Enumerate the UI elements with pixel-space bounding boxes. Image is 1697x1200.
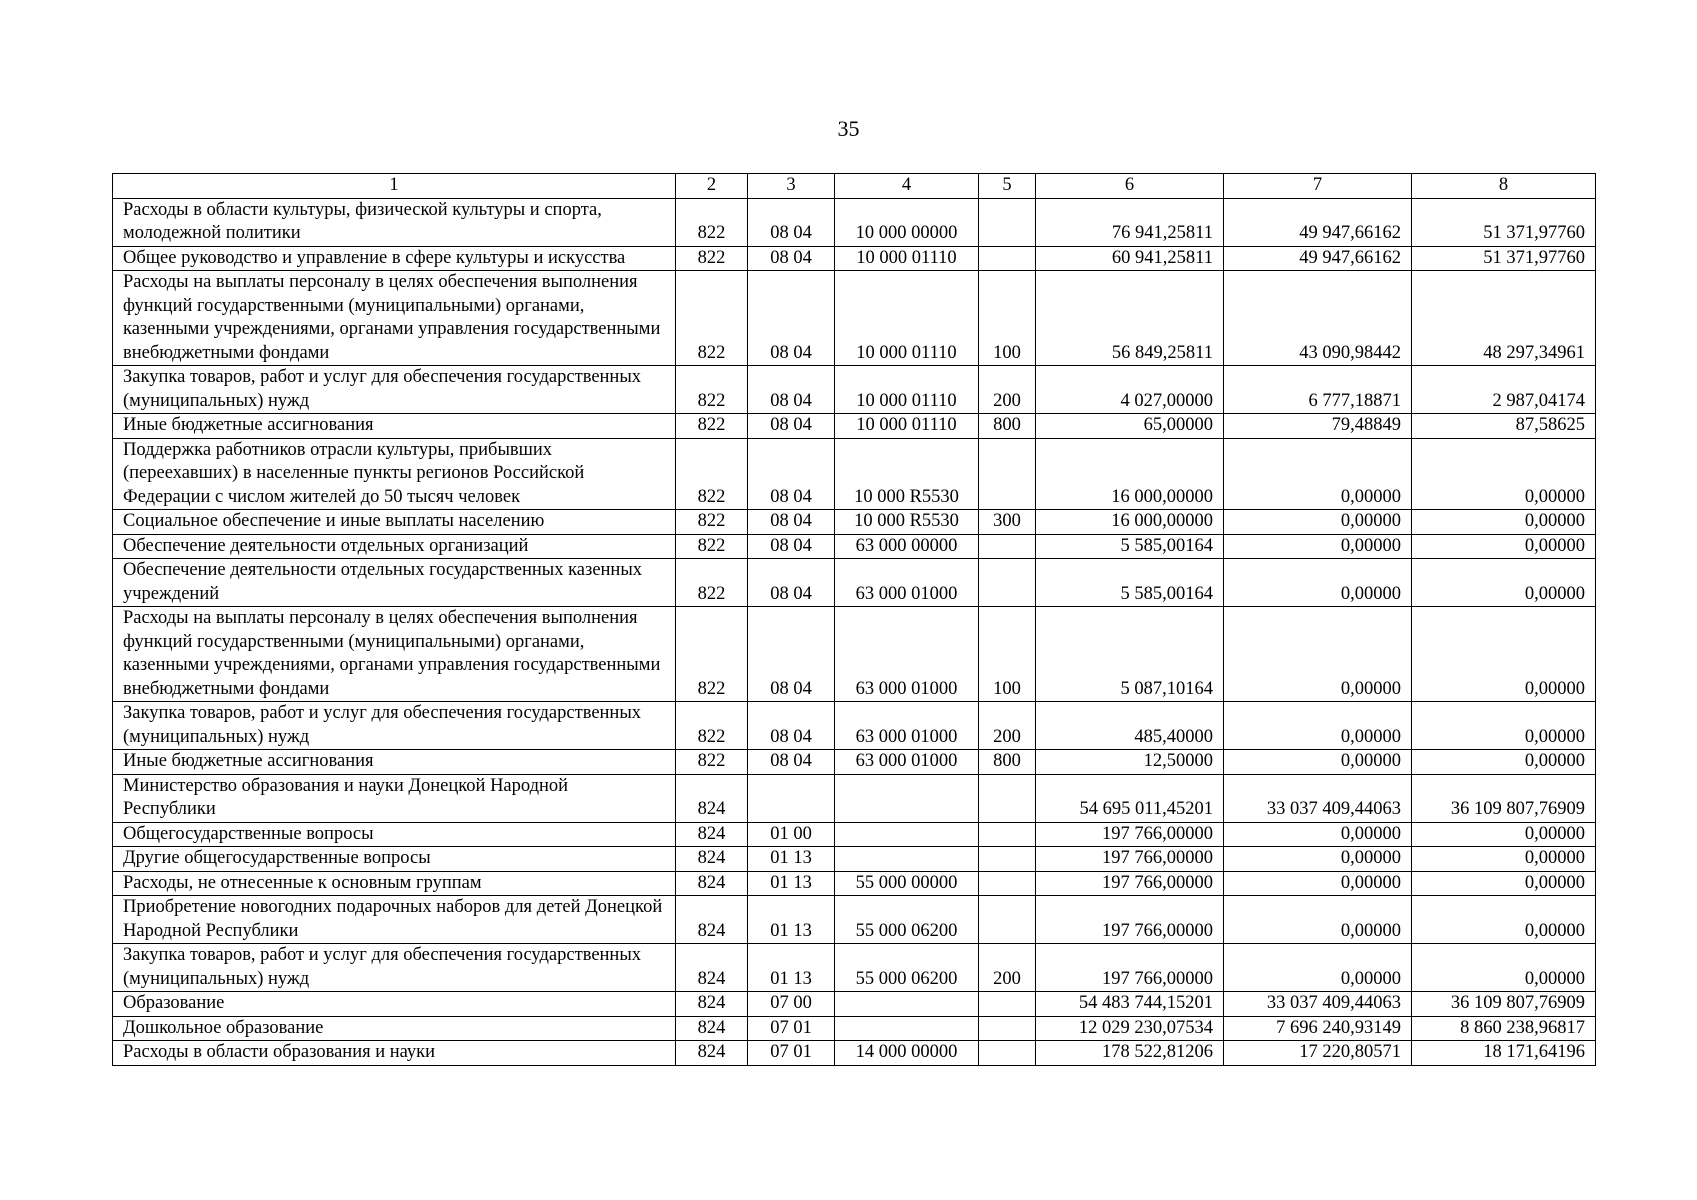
- row-gr-cell: 822: [676, 510, 748, 535]
- row-vr-cell: [979, 559, 1036, 607]
- row-sum3-cell: 18 171,64196: [1412, 1041, 1596, 1066]
- row-gr-cell: 822: [676, 198, 748, 246]
- row-sum3-cell: 8 860 238,96817: [1412, 1016, 1596, 1041]
- row-sum3-cell: 2 987,04174: [1412, 366, 1596, 414]
- row-rzpr-cell: 08 04: [748, 607, 835, 702]
- row-name-cell: Иные бюджетные ассигнования: [113, 414, 676, 439]
- row-rzpr-cell: 01 00: [748, 822, 835, 847]
- row-sum2-cell: 6 777,18871: [1224, 366, 1412, 414]
- row-vr-cell: [979, 198, 1036, 246]
- row-csr-cell: 63 000 01000: [835, 607, 979, 702]
- budget-table: [112, 173, 1596, 1066]
- table-row: [113, 366, 1596, 414]
- row-sum2-cell: 79,48849: [1224, 414, 1412, 439]
- row-sum2-cell: 33 037 409,44063: [1224, 774, 1412, 822]
- row-gr-cell: 824: [676, 1016, 748, 1041]
- row-sum1-cell: 5 087,10164: [1036, 607, 1224, 702]
- row-sum1-cell: 60 941,25811: [1036, 246, 1224, 271]
- row-csr-cell: 10 000 R5530: [835, 438, 979, 510]
- row-name-cell: Дошкольное образование: [113, 1016, 676, 1041]
- row-csr-cell: [835, 992, 979, 1017]
- row-csr-cell: [835, 1016, 979, 1041]
- row-name-cell: Закупка товаров, работ и услуг для обеспечения государственных (муниципальных) нужд: [113, 944, 676, 992]
- header-cell: 7: [1224, 174, 1412, 199]
- row-vr-cell: 200: [979, 366, 1036, 414]
- row-rzpr-cell: [748, 774, 835, 822]
- header-cell: 3: [748, 174, 835, 199]
- row-sum2-cell: 0,00000: [1224, 871, 1412, 896]
- row-sum1-cell: 197 766,00000: [1036, 847, 1224, 872]
- row-sum2-cell: 43 090,98442: [1224, 271, 1412, 366]
- row-rzpr-cell: 08 04: [748, 702, 835, 750]
- row-csr-cell: 55 000 06200: [835, 896, 979, 944]
- row-name-cell: Обеспечение деятельности отдельных государственных казенных учреждений: [113, 559, 676, 607]
- row-csr-cell: 10 000 R5530: [835, 510, 979, 535]
- row-rzpr-cell: 08 04: [748, 559, 835, 607]
- table-row: [113, 750, 1596, 775]
- row-gr-cell: 824: [676, 822, 748, 847]
- row-name-cell: Расходы в области культуры, физической культуры и спорта, молодежной политики: [113, 198, 676, 246]
- row-csr-cell: 63 000 01000: [835, 559, 979, 607]
- row-sum3-cell: 0,00000: [1412, 702, 1596, 750]
- header-cell: 6: [1036, 174, 1224, 199]
- row-gr-cell: 824: [676, 1041, 748, 1066]
- row-gr-cell: 824: [676, 992, 748, 1017]
- row-csr-cell: 10 000 01110: [835, 414, 979, 439]
- row-rzpr-cell: 01 13: [748, 944, 835, 992]
- row-sum3-cell: 0,00000: [1412, 510, 1596, 535]
- row-sum1-cell: 178 522,81206: [1036, 1041, 1224, 1066]
- table-body: [113, 198, 1596, 1065]
- row-sum2-cell: 0,00000: [1224, 944, 1412, 992]
- table-row: [113, 607, 1596, 702]
- header-cell: 4: [835, 174, 979, 199]
- row-name-cell: Закупка товаров, работ и услуг для обеспечения государственных (муниципальных) нужд: [113, 366, 676, 414]
- row-gr-cell: 824: [676, 896, 748, 944]
- row-sum1-cell: 5 585,00164: [1036, 534, 1224, 559]
- row-rzpr-cell: 08 04: [748, 246, 835, 271]
- row-name-cell: Поддержка работников отрасли культуры, прибывших (переехавших) в населенные пункты регионов Российской Федерации с числом жителей до 50 тысяч человек: [113, 438, 676, 510]
- row-sum3-cell: 0,00000: [1412, 944, 1596, 992]
- row-vr-cell: 100: [979, 271, 1036, 366]
- row-sum3-cell: 0,00000: [1412, 607, 1596, 702]
- row-rzpr-cell: 08 04: [748, 414, 835, 439]
- row-csr-cell: 14 000 00000: [835, 1041, 979, 1066]
- row-name-cell: Расходы, не отнесенные к основным группам: [113, 871, 676, 896]
- header-cell: 5: [979, 174, 1036, 199]
- row-sum1-cell: 16 000,00000: [1036, 438, 1224, 510]
- row-vr-cell: [979, 1041, 1036, 1066]
- row-rzpr-cell: 08 04: [748, 534, 835, 559]
- row-sum2-cell: 0,00000: [1224, 896, 1412, 944]
- row-sum1-cell: 12 029 230,07534: [1036, 1016, 1224, 1041]
- row-sum2-cell: 0,00000: [1224, 607, 1412, 702]
- row-gr-cell: 822: [676, 414, 748, 439]
- header-cell: 8: [1412, 174, 1596, 199]
- table-row: [113, 438, 1596, 510]
- row-sum3-cell: 36 109 807,76909: [1412, 774, 1596, 822]
- row-rzpr-cell: 07 00: [748, 992, 835, 1017]
- row-gr-cell: 822: [676, 559, 748, 607]
- row-sum3-cell: 0,00000: [1412, 534, 1596, 559]
- row-sum3-cell: 0,00000: [1412, 896, 1596, 944]
- row-vr-cell: [979, 774, 1036, 822]
- table-row: [113, 847, 1596, 872]
- row-sum1-cell: 56 849,25811: [1036, 271, 1224, 366]
- row-csr-cell: 55 000 00000: [835, 871, 979, 896]
- row-rzpr-cell: 07 01: [748, 1041, 835, 1066]
- table-row: [113, 246, 1596, 271]
- table-row: [113, 774, 1596, 822]
- row-sum3-cell: 51 371,97760: [1412, 246, 1596, 271]
- row-gr-cell: 824: [676, 944, 748, 992]
- row-name-cell: Расходы на выплаты персоналу в целях обеспечения выполнения функций государственными (муниципальными) органами, казенными учреждениями, органами управления государственными внебюджетными фондами: [113, 607, 676, 702]
- row-csr-cell: 63 000 00000: [835, 534, 979, 559]
- row-sum1-cell: 12,50000: [1036, 750, 1224, 775]
- table-row: [113, 944, 1596, 992]
- row-csr-cell: 10 000 01110: [835, 366, 979, 414]
- row-name-cell: Социальное обеспечение и иные выплаты населению: [113, 510, 676, 535]
- row-name-cell: Обеспечение деятельности отдельных организаций: [113, 534, 676, 559]
- row-name-cell: Другие общегосударственные вопросы: [113, 847, 676, 872]
- row-sum3-cell: 51 371,97760: [1412, 198, 1596, 246]
- row-csr-cell: 63 000 01000: [835, 702, 979, 750]
- row-vr-cell: [979, 1016, 1036, 1041]
- row-gr-cell: 822: [676, 534, 748, 559]
- row-rzpr-cell: 08 04: [748, 198, 835, 246]
- row-sum1-cell: 485,40000: [1036, 702, 1224, 750]
- row-csr-cell: [835, 822, 979, 847]
- row-sum3-cell: 48 297,34961: [1412, 271, 1596, 366]
- row-rzpr-cell: 08 04: [748, 271, 835, 366]
- row-sum2-cell: 49 947,66162: [1224, 198, 1412, 246]
- row-csr-cell: [835, 774, 979, 822]
- row-vr-cell: 800: [979, 414, 1036, 439]
- row-rzpr-cell: 08 04: [748, 366, 835, 414]
- row-vr-cell: [979, 992, 1036, 1017]
- header-cell: 2: [676, 174, 748, 199]
- row-sum3-cell: 0,00000: [1412, 438, 1596, 510]
- row-sum2-cell: 0,00000: [1224, 750, 1412, 775]
- table-row: [113, 1041, 1596, 1066]
- row-sum2-cell: 0,00000: [1224, 559, 1412, 607]
- row-sum2-cell: 0,00000: [1224, 510, 1412, 535]
- row-name-cell: Закупка товаров, работ и услуг для обеспечения государственных (муниципальных) нужд: [113, 702, 676, 750]
- row-gr-cell: 822: [676, 271, 748, 366]
- table-row: [113, 896, 1596, 944]
- table-row: [113, 559, 1596, 607]
- row-name-cell: Министерство образования и науки Донецкой Народной Республики: [113, 774, 676, 822]
- row-csr-cell: 10 000 01110: [835, 271, 979, 366]
- row-sum3-cell: 0,00000: [1412, 559, 1596, 607]
- row-vr-cell: 100: [979, 607, 1036, 702]
- row-sum2-cell: 7 696 240,93149: [1224, 1016, 1412, 1041]
- row-vr-cell: 800: [979, 750, 1036, 775]
- row-vr-cell: [979, 871, 1036, 896]
- row-sum1-cell: 76 941,25811: [1036, 198, 1224, 246]
- row-sum1-cell: 197 766,00000: [1036, 871, 1224, 896]
- row-name-cell: Расходы в области образования и науки: [113, 1041, 676, 1066]
- row-vr-cell: 200: [979, 944, 1036, 992]
- table-row: [113, 822, 1596, 847]
- row-gr-cell: 822: [676, 702, 748, 750]
- table-row: [113, 871, 1596, 896]
- row-sum3-cell: 87,58625: [1412, 414, 1596, 439]
- row-gr-cell: 824: [676, 847, 748, 872]
- row-vr-cell: 300: [979, 510, 1036, 535]
- row-gr-cell: 822: [676, 607, 748, 702]
- row-sum1-cell: 54 483 744,15201: [1036, 992, 1224, 1017]
- row-gr-cell: 822: [676, 246, 748, 271]
- row-sum1-cell: 197 766,00000: [1036, 822, 1224, 847]
- header-row: [113, 174, 1596, 199]
- row-sum3-cell: 0,00000: [1412, 750, 1596, 775]
- row-name-cell: Приобретение новогодних подарочных наборов для детей Донецкой Народной Республики: [113, 896, 676, 944]
- row-gr-cell: 824: [676, 871, 748, 896]
- row-csr-cell: [835, 847, 979, 872]
- row-rzpr-cell: 01 13: [748, 896, 835, 944]
- row-name-cell: Общегосударственные вопросы: [113, 822, 676, 847]
- row-vr-cell: [979, 534, 1036, 559]
- row-csr-cell: 10 000 00000: [835, 198, 979, 246]
- row-sum2-cell: 0,00000: [1224, 534, 1412, 559]
- table-row: [113, 198, 1596, 246]
- row-gr-cell: 822: [676, 366, 748, 414]
- row-gr-cell: 822: [676, 438, 748, 510]
- row-sum2-cell: 49 947,66162: [1224, 246, 1412, 271]
- row-sum2-cell: 0,00000: [1224, 438, 1412, 510]
- row-name-cell: Общее руководство и управление в сфере культуры и искусства: [113, 246, 676, 271]
- row-sum2-cell: 0,00000: [1224, 847, 1412, 872]
- row-sum3-cell: 0,00000: [1412, 871, 1596, 896]
- row-name-cell: Образование: [113, 992, 676, 1017]
- row-sum3-cell: 0,00000: [1412, 847, 1596, 872]
- row-rzpr-cell: 08 04: [748, 750, 835, 775]
- row-sum1-cell: 54 695 011,45201: [1036, 774, 1224, 822]
- row-gr-cell: 822: [676, 750, 748, 775]
- table-row: [113, 1016, 1596, 1041]
- row-rzpr-cell: 01 13: [748, 871, 835, 896]
- row-sum3-cell: 36 109 807,76909: [1412, 992, 1596, 1017]
- row-sum1-cell: 65,00000: [1036, 414, 1224, 439]
- row-csr-cell: 55 000 06200: [835, 944, 979, 992]
- row-vr-cell: 200: [979, 702, 1036, 750]
- row-vr-cell: [979, 246, 1036, 271]
- row-sum2-cell: 0,00000: [1224, 702, 1412, 750]
- row-sum3-cell: 0,00000: [1412, 822, 1596, 847]
- row-vr-cell: [979, 896, 1036, 944]
- row-name-cell: Иные бюджетные ассигнования: [113, 750, 676, 775]
- row-rzpr-cell: 08 04: [748, 438, 835, 510]
- table-row: [113, 534, 1596, 559]
- row-csr-cell: 10 000 01110: [835, 246, 979, 271]
- row-vr-cell: [979, 438, 1036, 510]
- header-cell: 1: [113, 174, 676, 199]
- row-csr-cell: 63 000 01000: [835, 750, 979, 775]
- row-sum2-cell: 0,00000: [1224, 822, 1412, 847]
- row-sum2-cell: 33 037 409,44063: [1224, 992, 1412, 1017]
- row-rzpr-cell: 08 04: [748, 510, 835, 535]
- row-sum1-cell: 197 766,00000: [1036, 896, 1224, 944]
- row-sum1-cell: 197 766,00000: [1036, 944, 1224, 992]
- table-row: [113, 271, 1596, 366]
- table-row: [113, 510, 1596, 535]
- row-vr-cell: [979, 822, 1036, 847]
- row-rzpr-cell: 07 01: [748, 1016, 835, 1041]
- table-row: [113, 992, 1596, 1017]
- row-name-cell: Расходы на выплаты персоналу в целях обеспечения выполнения функций государственными (муниципальными) органами, казенными учреждениями, органами управления государственными внебюджетными фондами: [113, 271, 676, 366]
- row-sum1-cell: 5 585,00164: [1036, 559, 1224, 607]
- row-sum2-cell: 17 220,80571: [1224, 1041, 1412, 1066]
- table-row: [113, 414, 1596, 439]
- row-sum1-cell: 4 027,00000: [1036, 366, 1224, 414]
- row-sum1-cell: 16 000,00000: [1036, 510, 1224, 535]
- row-rzpr-cell: 01 13: [748, 847, 835, 872]
- table-row: [113, 702, 1596, 750]
- row-gr-cell: 824: [676, 774, 748, 822]
- page-number: 35: [837, 116, 860, 141]
- row-vr-cell: [979, 847, 1036, 872]
